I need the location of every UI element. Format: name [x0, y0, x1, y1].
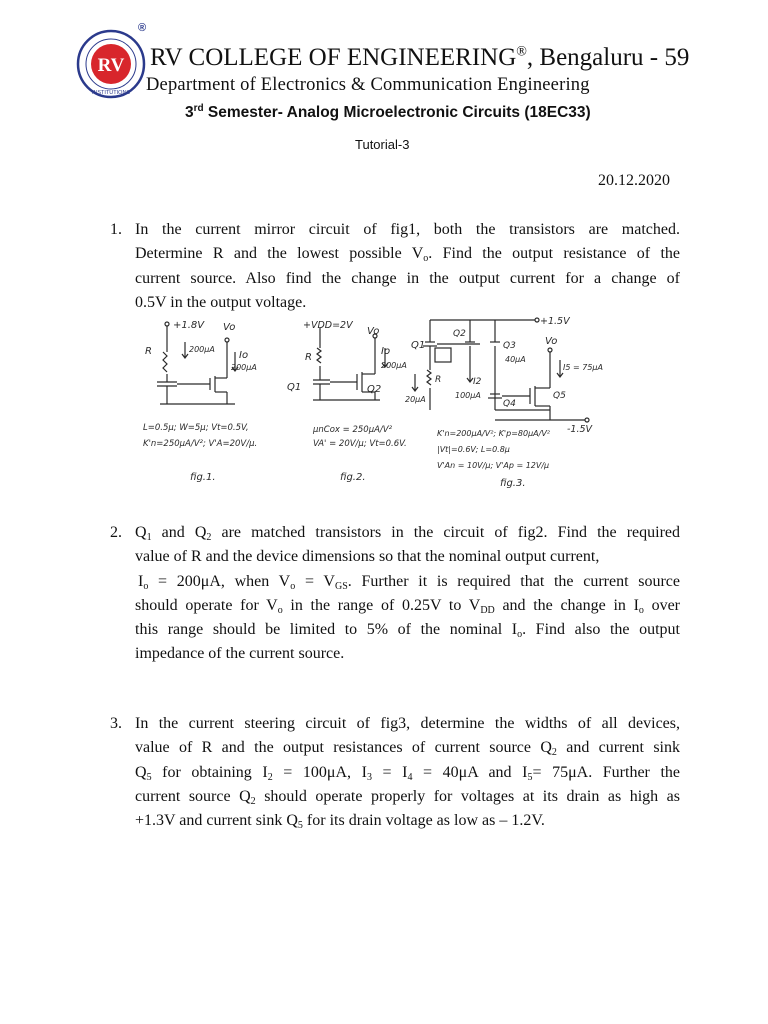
svg-text:Q2: Q2 [367, 384, 382, 395]
svg-text:fig.3.: fig.3. [500, 478, 526, 489]
svg-text:100μA: 100μA [455, 391, 481, 400]
svg-text:I2: I2 [473, 377, 482, 387]
department-name: Department of Electronics & Communication Engineering [146, 75, 590, 95]
svg-text:|Vt|=0.6V; L=0.8μ: |Vt|=0.6V; L=0.8μ [437, 445, 510, 454]
college-logo [76, 26, 146, 100]
svg-text:40μA: 40μA [505, 355, 526, 364]
question-3: 3. In the current steering circuit of fig3, determine the widths of all devices, value of R and the output resistances of current source $Q_2$ and current sink $Q_5$ for obtaining $I_2 = 100\mu A$, $I_3 = I_4 = 40\mu A$ and $I_5= 75\mu A$. Further the current source $Q_2$ should operate properly for voltages at its drain as high as +1.3V and current sink $Q_5$ for its drain voltage as low as – 1.2V. [110, 712, 680, 833]
svg-text:R: R [145, 346, 152, 357]
question-number: 2. [110, 524, 122, 541]
fig1-circuit [157, 322, 238, 404]
college-title: RV COLLEGE OF ENGINEERING®, Bengaluru - 59 [150, 44, 690, 71]
svg-text:fig.2.: fig.2. [340, 472, 366, 483]
question-2: 2. $Q_1$ and $Q_2$ are matched transistors in the circuit of fig2. Find the required value of R and the device dimensions so that the nominal output current, $I_o = 200\mu A$, when $V_o = V_{GS}$. Further it is required that the current source should operate for $V_o$ in the range of 0.25V to $V_{DD}$ and the change in $I_o$ over this range should be limited to 5% of the nominal $I_o$. Find also the output impedance of the current source. [110, 521, 680, 667]
svg-text:μnCox = 250μA/V²: μnCox = 250μA/V² [313, 425, 393, 435]
question-number: 3. [110, 715, 122, 732]
svg-text:Io: Io [239, 350, 249, 361]
svg-text:+1.8V: +1.8V [173, 320, 205, 331]
svg-text:L=0.5μ; W=5μ; Vt=0.5V,: L=0.5μ; W=5μ; Vt=0.5V, [143, 423, 249, 433]
svg-text:Vo: Vo [367, 326, 380, 337]
logo-initials: RV [97, 55, 125, 76]
svg-text:200μA: 200μA [381, 361, 407, 370]
svg-text:200μA: 200μA [231, 363, 257, 372]
svg-text:R: R [305, 352, 312, 363]
svg-text:Vo: Vo [545, 336, 558, 347]
course-title: 3rd Semester- Analog Microelectronic Circuits (18EC33) [185, 103, 591, 122]
svg-text:Io: Io [381, 346, 391, 357]
svg-text:Q2: Q2 [453, 329, 466, 339]
svg-text:20μA: 20μA [405, 395, 426, 404]
svg-text:fig.1.: fig.1. [190, 472, 216, 483]
svg-text:I5 = 75μA: I5 = 75μA [563, 363, 603, 372]
svg-text:Q3: Q3 [503, 341, 516, 351]
logo-registered-mark: ® [138, 22, 147, 34]
svg-text:V'An = 10V/μ; V'Ap = 12V/μ: V'An = 10V/μ; V'Ap = 12V/μ [437, 461, 550, 470]
svg-text:-1.5V: -1.5V [567, 424, 593, 435]
svg-text:+VDD=2V: +VDD=2V [303, 320, 353, 331]
svg-text:K'n=200μA/V²; K'p=80μA/V²: K'n=200μA/V²; K'p=80μA/V² [437, 429, 551, 438]
svg-text:Q1: Q1 [287, 382, 302, 393]
svg-text:K'n=250μA/V²; V'A=20V/μ.: K'n=250μA/V²; V'A=20V/μ. [143, 439, 258, 449]
circuit-figures [135, 312, 605, 502]
svg-text:Q1: Q1 [411, 340, 426, 351]
svg-text:Q4: Q4 [503, 399, 516, 409]
tutorial-label: Tutorial-3 [355, 137, 410, 152]
svg-text:VA' = 20V/μ; Vt=0.6V.: VA' = 20V/μ; Vt=0.6V. [313, 439, 407, 449]
question-1: 1. In the current mirror circuit of fig1, both the transistors are matched. Determine R and the lowest possible $V_o$. Find the output resistance of the current source. Also find the change in the output current for a change of 0.5V in the output voltage. [110, 218, 680, 315]
svg-text:Vo: Vo [223, 322, 236, 333]
question-number: 1. [110, 221, 122, 238]
document-date: 20.12.2020 [598, 172, 670, 189]
svg-text:R: R [435, 375, 442, 385]
svg-text:200μA: 200μA [189, 345, 215, 354]
svg-text:+1.5V: +1.5V [540, 316, 570, 327]
svg-text:Q5: Q5 [553, 391, 566, 401]
logo-ring-text: INSTITUTIONS [91, 90, 131, 96]
